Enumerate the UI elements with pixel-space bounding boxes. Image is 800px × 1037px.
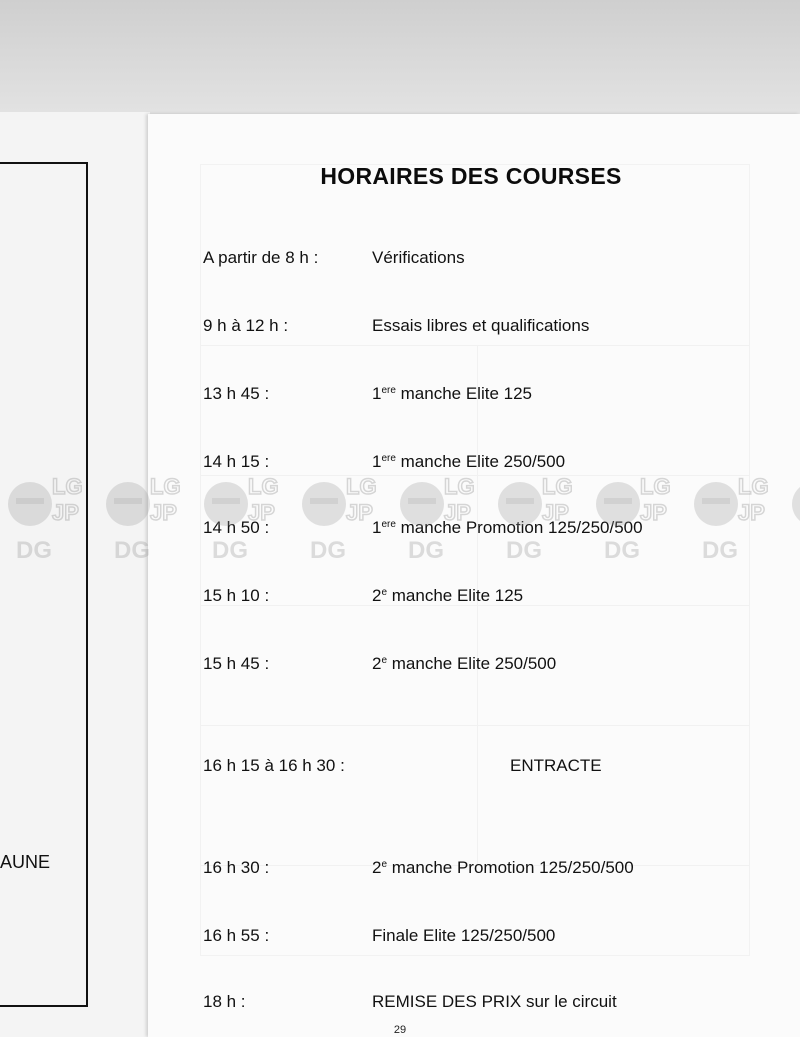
- svg-text:DG: DG: [408, 537, 444, 564]
- heat-number: 2: [372, 654, 382, 673]
- svg-text:LG: LG: [150, 474, 181, 499]
- svg-text:JP: JP: [738, 500, 765, 525]
- svg-text:JP: JP: [640, 500, 667, 525]
- show-through-ad-grid: [200, 164, 750, 956]
- schedule-time: 15 h 45 :: [203, 654, 270, 673]
- svg-text:LG: LG: [542, 474, 573, 499]
- schedule-event: Vérifications: [372, 248, 465, 267]
- schedule-time: 15 h 10 :: [203, 586, 270, 605]
- svg-text:JP: JP: [444, 500, 471, 525]
- event-label: manche Elite 125: [387, 586, 524, 605]
- schedule-time: 16 h 30 :: [203, 858, 270, 877]
- heat-number: 1: [372, 452, 382, 471]
- heat-number: 2: [372, 858, 382, 877]
- schedule-event: [372, 384, 532, 404]
- svg-text:JP: JP: [346, 500, 373, 525]
- svg-text:JP: JP: [52, 500, 79, 525]
- schedule-row: [0, 248, 800, 272]
- schedule-row: [0, 858, 800, 882]
- schedule-event: [372, 858, 634, 878]
- event-label: manche Promotion 125/250/500: [395, 518, 643, 537]
- schedule-time: 14 h 15 :: [203, 452, 270, 471]
- svg-text:DG: DG: [506, 537, 542, 564]
- schedule-time: 13 h 45 :: [203, 384, 270, 403]
- svg-text:JP: JP: [542, 500, 569, 525]
- svg-text:DG: DG: [114, 537, 150, 564]
- left-page-cut-text: AUNE: [0, 852, 51, 872]
- schedule-event: ENTRACTE: [510, 756, 602, 775]
- ordinal-suffix: e: [381, 655, 388, 666]
- svg-text:LG: LG: [248, 474, 279, 499]
- schedule-row: [0, 316, 800, 340]
- svg-text:JP: JP: [248, 500, 275, 525]
- event-label: manche Elite 250/500: [387, 654, 557, 673]
- svg-text:JP: JP: [150, 500, 177, 525]
- schedule-time: 9 h à 12 h :: [203, 316, 289, 335]
- svg-text:LG: LG: [346, 474, 377, 499]
- ordinal-suffix: ere: [381, 453, 396, 464]
- ordinal-suffix: ere: [381, 385, 396, 396]
- ordinal-suffix: e: [381, 587, 388, 598]
- schedule-event: [372, 452, 565, 472]
- event-label: manche Promotion 125/250/500: [387, 858, 634, 877]
- svg-text:DG: DG: [604, 537, 640, 564]
- schedule-event: REMISE DES PRIX sur le circuit: [372, 992, 617, 1011]
- heat-number: 1: [372, 518, 382, 537]
- page-title: HORAIRES DES COURSES: [320, 163, 622, 189]
- svg-text:LG: LG: [52, 474, 83, 499]
- heat-number: 1: [372, 384, 382, 403]
- svg-text:LG: LG: [738, 474, 769, 499]
- schedule-event: Finale Elite 125/250/500: [372, 926, 556, 945]
- schedule-row: [0, 654, 800, 678]
- event-label: manche Elite 250/500: [395, 452, 566, 471]
- schedule-row: [0, 756, 800, 780]
- schedule-time: 14 h 50 :: [203, 518, 270, 537]
- schedule-time: 16 h 15 à 16 h 30 :: [203, 756, 345, 775]
- page-number: 29: [393, 1024, 407, 1036]
- ordinal-suffix: e: [381, 859, 388, 870]
- schedule-event: Essais libres et qualifications: [372, 316, 590, 335]
- event-label: manche Elite 125: [395, 384, 533, 403]
- schedule-row: [0, 452, 800, 476]
- heat-number: 2: [372, 586, 382, 605]
- schedule-row: [0, 992, 800, 1016]
- schedule-event: [372, 654, 556, 674]
- schedule-event: [372, 586, 523, 606]
- svg-text:LG: LG: [444, 474, 475, 499]
- ordinal-suffix: ere: [381, 519, 396, 530]
- svg-text:DG: DG: [310, 537, 346, 564]
- schedule-event: [372, 518, 643, 538]
- schedule-row: [0, 518, 800, 542]
- svg-text:DG: DG: [16, 537, 52, 564]
- scan-top-strip: [0, 0, 800, 118]
- schedule-time: 18 h :: [203, 992, 246, 1011]
- schedule-row: [0, 926, 800, 950]
- schedule-time: 16 h 55 :: [203, 926, 270, 945]
- schedule-row: [0, 384, 800, 408]
- schedule-row: [0, 586, 800, 610]
- svg-text:DG: DG: [212, 537, 248, 564]
- schedule-time: A partir de 8 h :: [203, 248, 319, 267]
- svg-text:DG: DG: [702, 537, 738, 564]
- svg-text:LG: LG: [640, 474, 671, 499]
